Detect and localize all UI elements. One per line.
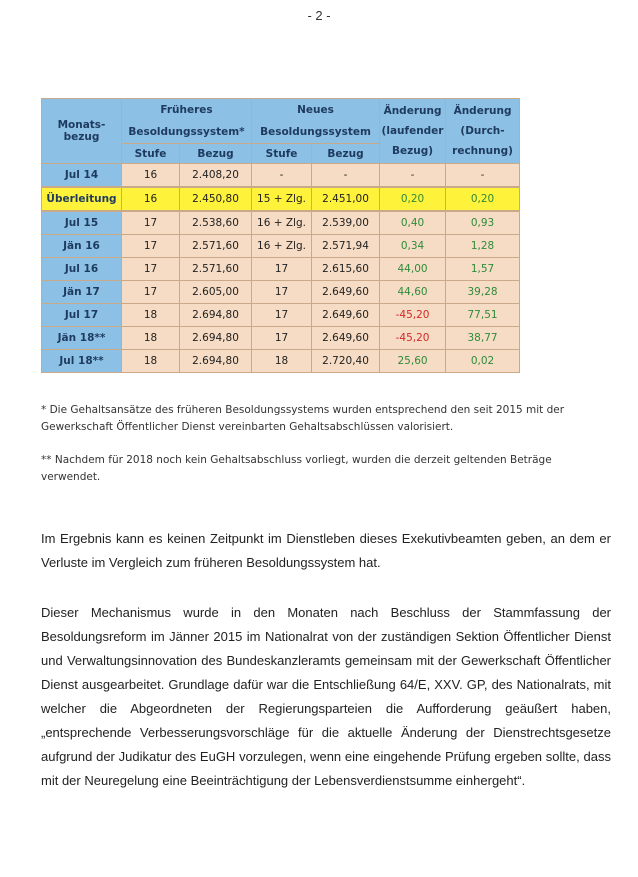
row-prev-bezug: 2.571,60 (180, 258, 252, 281)
row-new-stufe: 15 + Zlg. (252, 187, 312, 211)
row-change-average: 39,28 (446, 281, 520, 304)
table-row (42, 327, 520, 350)
row-prev-bezug: 2.605,00 (180, 281, 252, 304)
header-month: Monats- bezug (42, 99, 122, 164)
row-new-bezug: 2.571,94 (312, 235, 380, 258)
row-new-bezug: 2.615,60 (312, 258, 380, 281)
row-change-current: 25,60 (380, 350, 446, 373)
row-prev-stufe: 18 (122, 304, 180, 327)
row-change-current: 0,20 (380, 187, 446, 211)
row-prev-bezug: 2.408,20 (180, 164, 252, 188)
row-month: Jul 16 (42, 258, 122, 281)
row-month: Jän 16 (42, 235, 122, 258)
row-month: Jul 15 (42, 211, 122, 235)
row-change-current: 44,00 (380, 258, 446, 281)
paragraph-mechanism: Dieser Mechanismus wurde in den Monaten nach Beschluss der Stammfassung der Besoldungsreform im Jänner 2015 im Nationalrat von der zuständigen Sektion Öffentlicher Dienst und Verwaltungsinnovation des Bundeskanzleramts gemeinsam mit der Gewerkschaft Öffentlicher Dienst ausgearbeitet. Grundlage dafür war die Entschließung 64/E, XXV. GP, des Nationalrats, mit welcher die Abgeordneten der Regierungsparteien die Aufforderung geäußert haben, „entsprechende Verbesserungsvorschläge für die aktuelle Änderung der Dienstrechtsgesetze aufgrund der Judikatur des EuGH vorzulegen, wenn eine eingehende Prüfung ergeben sollte, dass mit der Neuregelung eine Beeinträchtigung der Lebensverdienstsumme einhergeht“. (41, 605, 611, 788)
row-prev-stufe: 17 (122, 235, 180, 258)
row-new-bezug: 2.539,00 (312, 211, 380, 235)
row-change-average: 1,57 (446, 258, 520, 281)
row-change-current: -45,20 (380, 304, 446, 327)
row-prev-bezug: 2.450,80 (180, 187, 252, 211)
row-prev-stufe: 16 (122, 187, 180, 211)
row-change-average: - (446, 164, 520, 188)
row-prev-stufe: 17 (122, 211, 180, 235)
row-new-bezug: 2.720,40 (312, 350, 380, 373)
row-month: Jul 17 (42, 304, 122, 327)
row-new-stufe: 17 (252, 304, 312, 327)
row-prev-stufe: 18 (122, 350, 180, 373)
table-row (42, 235, 520, 258)
row-new-stufe: 16 + Zlg. (252, 211, 312, 235)
row-change-average: 0,93 (446, 211, 520, 235)
row-change-current: -45,20 (380, 327, 446, 350)
row-change-average: 0,20 (446, 187, 520, 211)
row-change-average: 38,77 (446, 327, 520, 350)
header-prev-bezug: Bezug (180, 144, 252, 164)
footnote-valorisation: * Die Gehaltsansätze des früheren Besoldungssystems wurden entsprechend den seit 2015 mit der Gewerkschaft Öffentlicher Dienst vereinbarten Gehaltsabschlüssen valorisiert. (41, 404, 565, 433)
row-new-stufe: 17 (252, 281, 312, 304)
row-new-stufe: 18 (252, 350, 312, 373)
row-new-bezug: 2.649,60 (312, 304, 380, 327)
row-new-bezug: 2.451,00 (312, 187, 380, 211)
row-change-current: 44,60 (380, 281, 446, 304)
table-row (42, 304, 520, 327)
header-previous-system: Früheres Besoldungssystem* (122, 99, 252, 144)
table-row-transition (42, 187, 520, 211)
row-prev-bezug: 2.694,80 (180, 304, 252, 327)
row-prev-bezug: 2.571,60 (180, 235, 252, 258)
row-prev-stufe: 17 (122, 258, 180, 281)
row-new-stufe: 17 (252, 327, 312, 350)
row-new-stufe: 16 + Zlg. (252, 235, 312, 258)
header-new-bezug: Bezug (312, 144, 380, 164)
row-change-average: 77,51 (446, 304, 520, 327)
row-new-bezug: 2.649,60 (312, 281, 380, 304)
row-new-stufe: - (252, 164, 312, 188)
row-month: Jul 18** (42, 350, 122, 373)
row-prev-bezug: 2.694,80 (180, 327, 252, 350)
row-month: Jän 17 (42, 281, 122, 304)
table-row (42, 258, 520, 281)
row-month: Jul 14 (42, 164, 122, 188)
page-number: - 2 - (307, 8, 331, 23)
salary-comparison-table (41, 98, 520, 373)
row-prev-stufe: 17 (122, 281, 180, 304)
row-change-current: 0,34 (380, 235, 446, 258)
row-change-average: 0,02 (446, 350, 520, 373)
header-change-average: Änderung (Durch- rechnung) (446, 99, 520, 164)
header-new-stufe: Stufe (252, 144, 312, 164)
row-change-current: - (380, 164, 446, 188)
table-row (42, 211, 520, 235)
row-month: Jän 18** (42, 327, 122, 350)
row-new-stufe: 17 (252, 258, 312, 281)
row-prev-stufe: 16 (122, 164, 180, 188)
header-prev-stufe: Stufe (122, 144, 180, 164)
row-prev-bezug: 2.694,80 (180, 350, 252, 373)
table-row (42, 164, 520, 188)
footnote-2018: ** Nachdem für 2018 noch kein Gehaltsabschluss vorliegt, wurden die derzeit geltenden Beträge verwendet. (41, 454, 552, 483)
row-new-bezug: 2.649,60 (312, 327, 380, 350)
table-row (42, 281, 520, 304)
row-change-average: 1,28 (446, 235, 520, 258)
paragraph-result: Im Ergebnis kann es keinen Zeitpunkt im Dienstleben dieses Exekutivbeamten geben, an dem er Verluste im Vergleich zum früheren Besoldungssystem hat. (41, 531, 611, 570)
row-prev-bezug: 2.538,60 (180, 211, 252, 235)
header-new-system: Neues Besoldungssystem (252, 99, 380, 144)
header-change-current: Änderung (laufender Bezug) (380, 99, 446, 164)
row-prev-stufe: 18 (122, 327, 180, 350)
row-new-bezug: - (312, 164, 380, 188)
row-change-current: 0,40 (380, 211, 446, 235)
row-month: Überleitung (42, 187, 122, 211)
table-row (42, 350, 520, 373)
